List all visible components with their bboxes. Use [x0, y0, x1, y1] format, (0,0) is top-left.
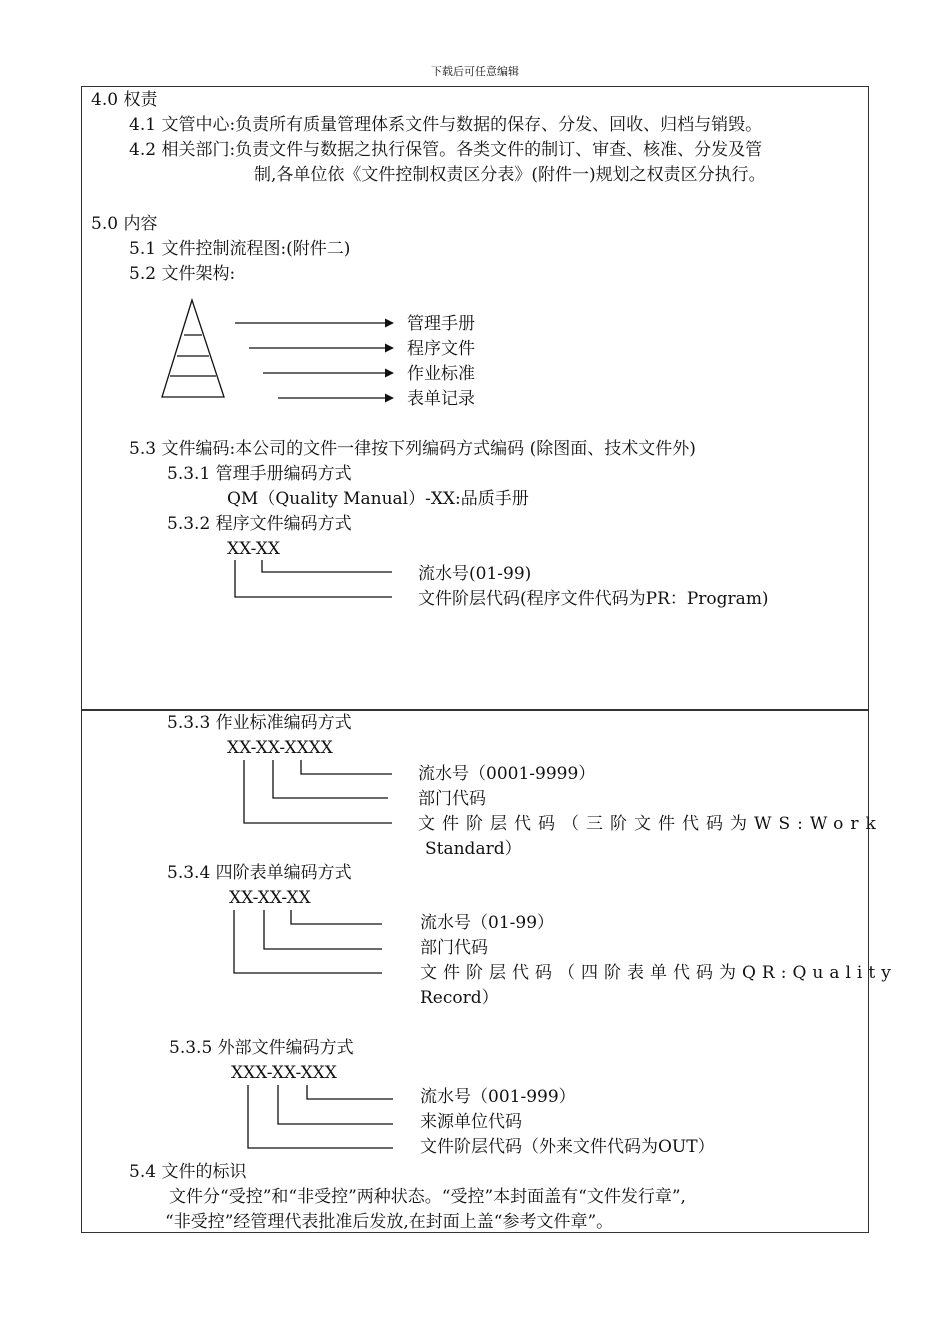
- item-4-2-line2: 制,各单位依《文件控制权责区分表》(附件一)规划之权责区分执行。: [254, 165, 766, 185]
- item-5-3-2-level: 文件阶层代码(程序文件代码为PR：Program): [418, 589, 769, 609]
- item-5-3-3-title: 5.3.3 作业标准编码方式: [167, 713, 352, 733]
- section-title-4: 4.0 权责: [91, 90, 158, 110]
- pyramid-label-manual: 管理手册: [407, 314, 475, 334]
- bracket-5-3-5-level: [248, 1085, 393, 1148]
- item-5-3-4-dept: 部门代码: [420, 938, 488, 958]
- item-5-3-1-title: 5.3.1 管理手册编码方式: [167, 464, 352, 484]
- pyramid-label-standard: 作业标准: [407, 364, 475, 384]
- section-title-5: 5.0 内容: [91, 214, 158, 234]
- item-5-3-5-level: 文件阶层代码（外来文件代码为OUT）: [420, 1137, 715, 1157]
- bracket-5-3-4-dept: [264, 910, 382, 949]
- item-5-3: 5.3 文件编码:本公司的文件一律按下列编码方式编码 (除图面、技术文件外): [129, 439, 696, 459]
- item-5-3-5-code: XXX-XX-XXX: [231, 1063, 337, 1083]
- item-5-3-5-title: 5.3.5 外部文件编码方式: [169, 1038, 354, 1058]
- item-5-3-1-text: QM（Quality Manual）-XX:品质手册: [227, 489, 529, 509]
- item-5-3-4-code: XX-XX-XX: [229, 888, 311, 908]
- page-header: 下载后可任意编辑: [431, 65, 519, 78]
- item-5-1: 5.1 文件控制流程图:(附件二): [129, 239, 351, 259]
- bracket-5-3-3-dept: [273, 760, 388, 798]
- item-5-3-4-serial: 流水号（01-99）: [420, 913, 555, 933]
- item-4-2-line1: 4.2 相关部门:负责文件与数据之执行保管。各类文件的制订、审查、核准、分发及管: [129, 140, 763, 160]
- bracket-5-3-5-serial: [307, 1085, 393, 1099]
- bracket-5-3-2-level: [235, 560, 392, 597]
- item-5-3-2-serial: 流水号(01-99): [418, 564, 532, 584]
- bracket-5-3-2-serial: [262, 560, 392, 572]
- item-5-3-3-level-line2: Standard）: [425, 839, 522, 859]
- item-5-4-para1: 文件分“受控”和“非受控”两种状态。“受控”本封面盖有“文件发行章”,: [169, 1187, 686, 1207]
- item-5-3-2-code: XX-XX: [227, 539, 280, 559]
- pyramid-outline: [162, 300, 224, 397]
- bracket-5-3-4-serial: [291, 910, 382, 924]
- item-5-3-3-dept: 部门代码: [418, 789, 486, 809]
- bracket-5-3-5-source: [278, 1085, 393, 1124]
- item-5-3-2-title: 5.3.2 程序文件编码方式: [167, 514, 352, 534]
- item-4-1: 4.1 文管中心:负责所有质量管理体系文件与数据的保存、分发、回收、归档与销毁。: [129, 115, 763, 135]
- item-5-3-5-serial: 流水号（001-999）: [420, 1087, 576, 1107]
- item-5-3-3-code: XX-XX-XXXX: [227, 738, 333, 758]
- item-5-3-3-level-line1: 文件阶层代码（三阶文件代码为WS:Work: [418, 814, 883, 834]
- pyramid-label-procedure: 程序文件: [407, 339, 475, 359]
- code-brackets: [234, 560, 393, 1148]
- item-5-3-4-level-line2: Record）: [420, 988, 499, 1008]
- item-5-2: 5.2 文件架构:: [129, 264, 236, 284]
- pyramid-arrows: [235, 323, 393, 398]
- bracket-5-3-3-level: [244, 760, 392, 823]
- item-5-3-4-title: 5.3.4 四阶表单编码方式: [167, 863, 352, 883]
- item-5-3-4-level-line1: 文件阶层代码（四阶表单代码为QR:Quality: [420, 963, 897, 983]
- item-5-4-title: 5.4 文件的标识: [129, 1162, 247, 1182]
- pyramid-label-record: 表单记录: [407, 389, 475, 409]
- pyramid-diagram: [162, 300, 224, 397]
- bracket-5-3-3-serial: [301, 760, 392, 774]
- item-5-3-3-serial: 流水号（0001-9999）: [418, 764, 596, 784]
- item-5-3-5-source: 来源单位代码: [420, 1112, 522, 1132]
- bracket-5-3-4-level: [234, 910, 382, 973]
- item-5-4-para2: “非受控”经管理代表批准后发放,在封面上盖“参考文件章”。: [165, 1212, 614, 1232]
